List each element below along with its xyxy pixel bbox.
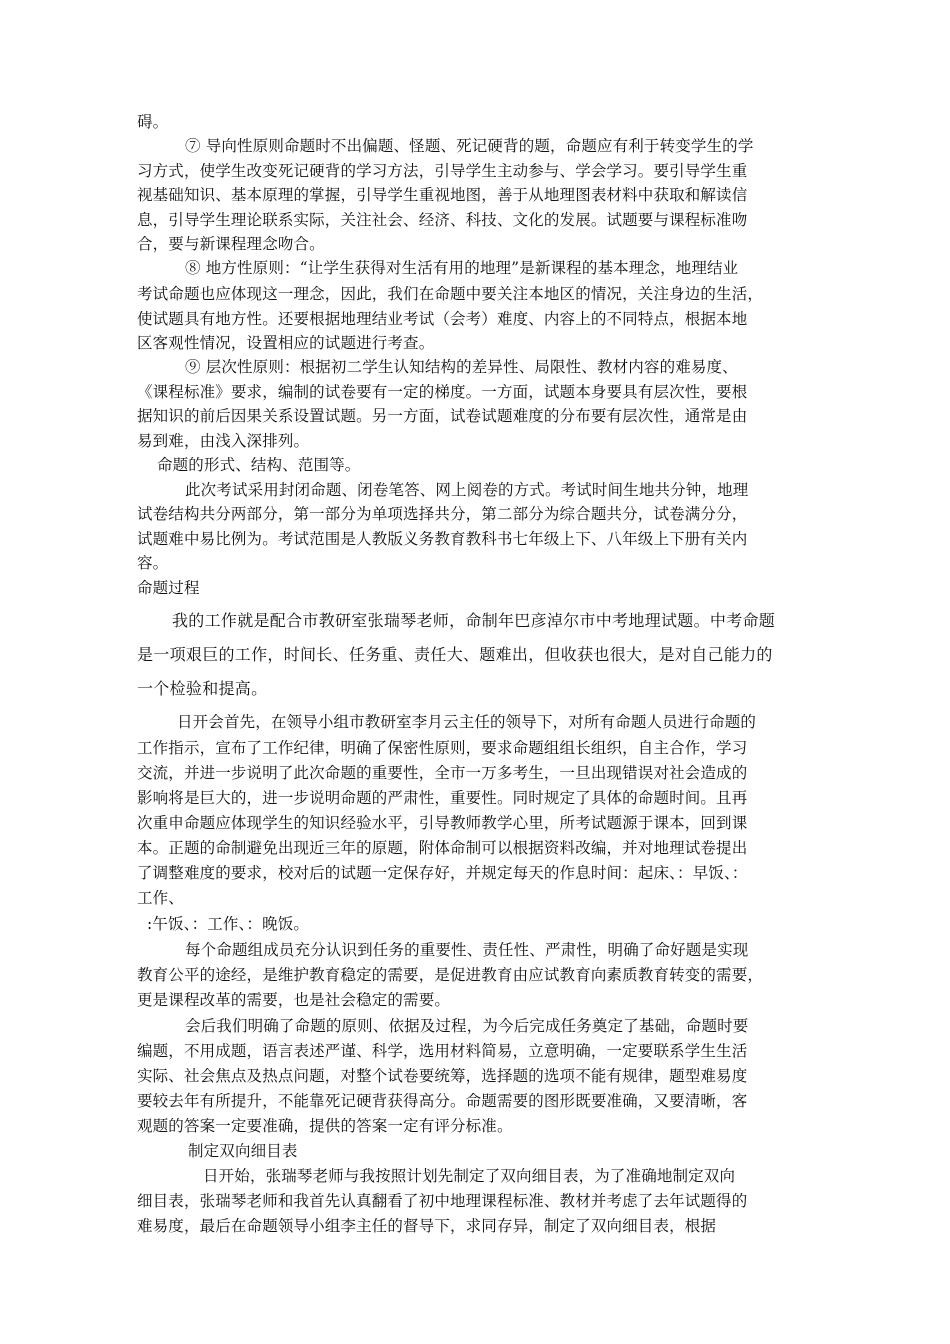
text-line: 碍。: [137, 113, 169, 131]
text-line: 考试命题也应体现这一理念，因此，我们在命题中要关注本地区的情况，关注身边的生活，: [137, 285, 764, 303]
text-line: 区客观性情况，设置相应的试题进行考查。: [137, 334, 435, 352]
text-line: 难易度，最后在命题领导小组李主任的督导下，求同存异，制定了双向细目表，根据: [137, 1217, 717, 1235]
text-line: 命题的形式、结构、范围等。: [157, 456, 361, 474]
text-line: 细目表，张瑞琴老师和我首先认真翻看了初中地理课程标准、教材并考虑了去年试题得的: [137, 1192, 748, 1210]
text-line: 实际、社会焦点及热点问题，对整个试卷要统筹，选择题的选项不能有规律，题型难易度: [137, 1067, 748, 1085]
text-line: 会后我们明确了命题的原则、依据及过程，为今后完成任务奠定了基础，命题时要: [185, 1017, 749, 1035]
text-line: 工作指示，宣布了工作纪律，明确了保密性原则，要求命题组组长组织，自主合作，学习: [137, 739, 748, 757]
section-heading: 命题过程: [137, 579, 200, 597]
text-line: ⑦ 导向性原则命题时不出偏题、怪题、死记硬背的题，命题应有利于转变学生的学: [185, 137, 754, 155]
text-line: 了调整难度的要求，校对后的试题一定保存好，并规定每天的作息时间：起床、：早饭、：: [137, 864, 748, 882]
text-line: 是一项艰巨的工作，时间长、任务重、责任大、题难出，但收获也很大，是对自己能力的: [137, 645, 773, 664]
text-line: 本。正题的命制避免出现近三年的原题，附体命制可以根据资料改编，并对地理试卷提出: [137, 839, 748, 857]
text-line: 使试题具有地方性。还要根据地理结业考试（会考）难度、内容上的不同特点，根据本地: [137, 310, 748, 328]
text-line: 试题难中易比例为。考试范围是人教版义务教育教科书七年级上下、八年级上下册有关内: [137, 530, 748, 548]
text-line: 我的工作就是配合市教研室张瑞琴老师，命制年巴彦淖尔市中考地理试题。中考命题: [172, 611, 776, 630]
text-line: 日开始，张瑞琴老师与我按照计划先制定了双向细目表，为了准确地制定双向: [203, 1167, 736, 1185]
text-line: 次重申命题应体现学生的知识经验水平，引导教师教学心里，所考试题源于课本，回到课: [137, 814, 748, 832]
text-line: 试卷结构共分两部分，第一部分为单项选择共分，第二部分为综合题共分，试卷满分分，: [137, 505, 748, 523]
text-line: 工作、: [137, 889, 184, 907]
text-line: 据知识的前后因果关系设置试题。另一方面，试卷试题难度的分布要有层次性，通常是由: [137, 407, 748, 425]
text-line: 影响将是巨大的，进一步说明命题的严肃性，重要性。同时规定了具体的命题时间。且再: [137, 789, 748, 807]
text-line: 观题的答案一定要准确，提供的答案一定有评分标准。: [137, 1117, 513, 1135]
text-line: 日开会首先，在领导小组市教研室李月云主任的领导下，对所有命题人员进行命题的: [177, 713, 757, 731]
text-line: 息，引导学生理论联系实际，关注社会、经济、科技、文化的发展。试题要与课程标准吻: [137, 211, 748, 229]
section-heading: 制定双向细目表: [188, 1142, 298, 1160]
text-line: 更是课程改革的需要，也是社会稳定的需要。: [137, 991, 451, 1009]
text-line: 容。: [137, 554, 169, 572]
text-line: 要较去年有所提升，不能靠死记硬背获得高分。命题需要的图形既要准确，又要清晰，客: [137, 1092, 748, 1110]
text-line: 编题，不用成题，语言表述严谨、科学，选用材料简易，立意明确，一定要联系学生生活: [137, 1042, 748, 1060]
text-line: 易到难，由浅入深排列。: [137, 432, 310, 450]
text-line: :午饭、：工作、：晚饭。: [147, 915, 310, 933]
text-line: 教育公平的途经，是维护教育稳定的需要，是促进教育由应试教育向素质教育转变的需要，: [137, 966, 764, 984]
text-line: 一个检验和提高。: [137, 679, 268, 698]
text-line: 《课程标准》要求，编制的试卷要有一定的梯度。一方面，试题本身要具有层次性，要根: [137, 383, 748, 401]
text-line: 合，要与新课程理念吻合。: [137, 235, 325, 253]
text-line: ⑧ 地方性原则：“让学生获得对生活有用的地理”是新课程的基本理念，地理结业: [185, 259, 739, 277]
text-line: 视基础知识、基本原理的掌握，引导学生重视地图，善于从地理图表材料中获取和解读信: [137, 186, 748, 204]
text-line: 每个命题组成员充分认识到任务的重要性、责任性、严肃性，明确了命好题是实现: [185, 941, 749, 959]
text-line: 交流，并进一步说明了此次命题的重要性，全市一万多考生，一旦出现错误对社会造成的: [137, 764, 748, 782]
text-line: ⑨ 层次性原则：根据初二学生认知结构的差异性、局限性、教材内容的难易度、: [185, 358, 738, 376]
text-line: 此次考试采用封闭命题、闭卷笔答、网上阅卷的方式。考试时间生地共分钟，地理: [185, 481, 749, 499]
text-line: 习方式，使学生改变死记硬背的学习方法，引导学生主动参与、学会学习。要引导学生重: [137, 162, 748, 180]
